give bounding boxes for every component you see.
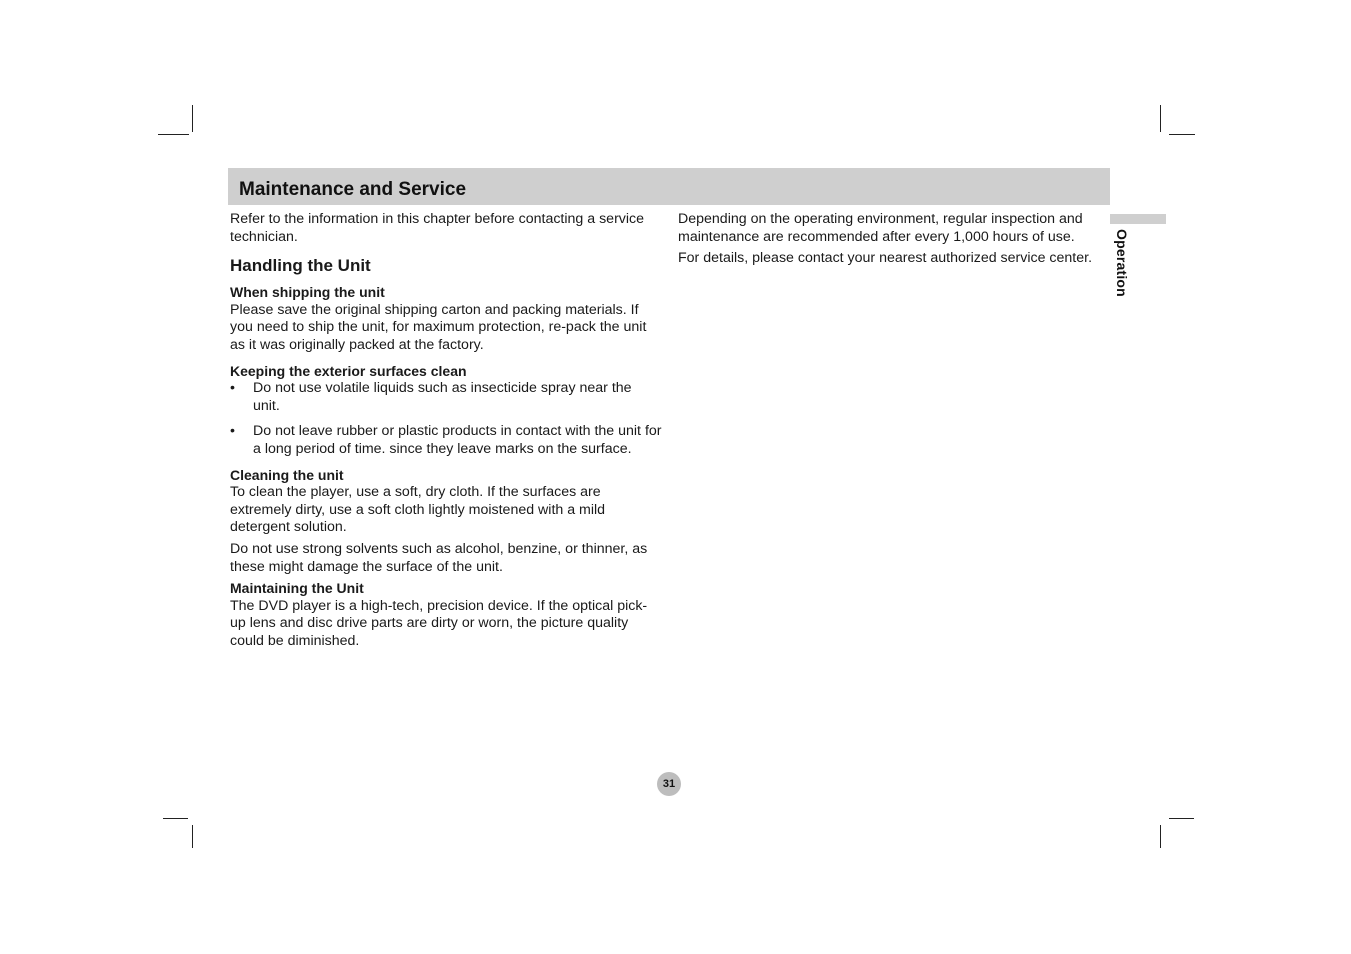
subheading-cleaning: Cleaning the unit (230, 466, 344, 483)
cleaning-paragraph-2: Do not use strong solvents such as alcohol, benzine, or thinner, as these might damage the surface of the unit. (230, 540, 648, 575)
crop-mark (192, 825, 193, 848)
section-heading: Handling the Unit (230, 256, 371, 276)
subheading-exterior: Keeping the exterior surfaces clean (230, 362, 467, 379)
side-tab-label: Operation (1114, 229, 1130, 297)
page-number: 31 (657, 772, 681, 796)
maintaining-paragraph: The DVD player is a high-tech, precision device. If the optical pick-up lens and disc drive parts are dirty or worn, the picture quality could be diminished. (230, 597, 648, 649)
side-tab-marker (1110, 214, 1166, 224)
bullet-text: Do not leave rubber or plastic products in contact with the unit for a long period of time. since they leave marks on the surface. (253, 423, 662, 457)
crop-mark (1160, 105, 1161, 132)
contact-paragraph: For details, please contact your nearest authorized service center. (678, 250, 1093, 267)
right-column (678, 211, 1098, 268)
intro-paragraph: Refer to the information in this chapter before contacting a service technician. (230, 211, 645, 245)
subheading-maintaining: Maintaining the Unit (230, 580, 364, 597)
section-header-bar (228, 168, 1110, 205)
page-title: Maintenance and Service (239, 179, 467, 200)
left-column (230, 211, 662, 650)
crop-mark (1160, 825, 1161, 848)
list-item (230, 380, 662, 415)
crop-mark (163, 818, 188, 819)
cleaning-paragraph-1: To clean the player, use a soft, dry cloth. If the surfaces are extremely dirty, use a soft cloth lightly moistened with a mild detergent solution. (230, 484, 606, 536)
inspection-paragraph: Depending on the operating environment, regular inspection and maintenance are recommended after every 1,000 hours of use. (678, 211, 1083, 245)
subheading-shipping: When shipping the unit (230, 284, 385, 301)
crop-mark (1169, 818, 1194, 819)
list-item (230, 423, 662, 458)
crop-mark (192, 105, 193, 132)
exterior-bullet-list (230, 380, 662, 458)
bullet-icon: • (230, 380, 235, 397)
crop-mark (158, 134, 189, 135)
bullet-text: Do not use volatile liquids such as insecticide spray near the unit. (253, 380, 632, 414)
bullet-icon: • (230, 423, 235, 440)
shipping-paragraph: Please save the original shipping carton and packing materials. If you need to ship the unit, for maximum protection, re-pack the unit as it was originally packed at the factory. (230, 301, 647, 353)
crop-mark (1169, 134, 1195, 135)
